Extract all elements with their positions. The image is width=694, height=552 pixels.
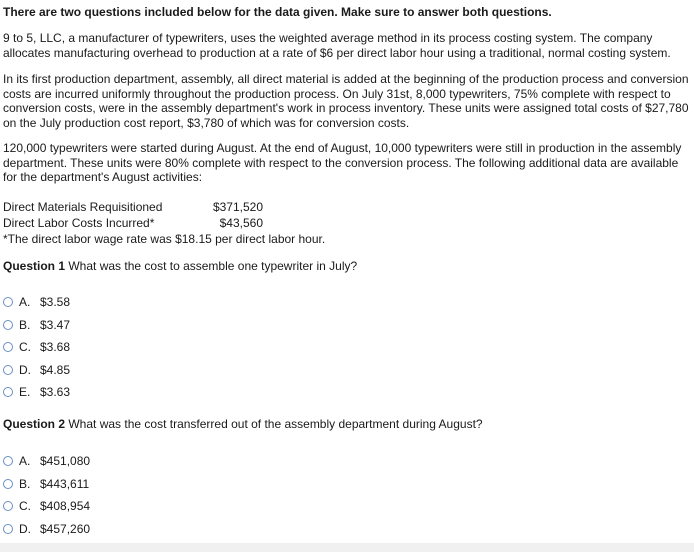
option-letter: D. <box>19 362 31 377</box>
radio-button-icon[interactable] <box>3 479 13 489</box>
data-table <box>3 199 303 231</box>
table-row-label: Direct Labor Costs Incurred* <box>3 216 155 230</box>
option-letter: D. <box>19 521 31 536</box>
radio-button-icon[interactable] <box>3 456 13 466</box>
option-value: $3.68 <box>40 340 71 355</box>
table-row <box>3 215 303 231</box>
table-row <box>3 199 303 215</box>
q1-option-c[interactable] <box>3 336 70 359</box>
paragraph-august: 120,000 typewriters were started during August. At the end of August, 10,000 typewriters were still in production in the assembly department. These units were 80% complete with respect to the conversion process. The following additional data are available for the department's August activities: <box>3 141 682 185</box>
paragraph-assembly: In its first production department, assembly, all direct material is added at the beginning of the production process and conversion costs are incurred uniformly throughout the production process. On July 31st, 8,000 typewriters, 75% complete with respect to conversion costs, were in the assembly department's work in process inventory. These units were assigned total costs of $27,780 on the July production cost report, $3,780 of which was for conversion costs. <box>3 72 689 130</box>
footnote: *The direct labor wage rate was $18.15 per direct labor hour. <box>3 232 326 246</box>
question-1-text: What was the cost to assemble one typewriter in July? <box>68 259 358 273</box>
footer-band <box>0 543 694 552</box>
radio-button-icon[interactable] <box>3 320 13 330</box>
question-1-number: Question 1 <box>3 259 66 273</box>
radio-button-icon[interactable] <box>3 524 13 534</box>
paragraph-intro: 9 to 5, LLC, a manufacturer of typewriters, uses the weighted average method in its process costing system. The company allocates manufacturing overhead to production at a rate of $6 per direct labor hour using a traditional, normal costing system. <box>3 31 671 60</box>
radio-button-icon[interactable] <box>3 501 13 511</box>
option-letter: C. <box>19 499 31 514</box>
table-row-value: $371,520 <box>212 200 263 214</box>
question-2-options <box>3 450 90 540</box>
question-2 <box>3 417 483 431</box>
q1-option-e[interactable] <box>3 381 70 404</box>
option-value: $3.63 <box>40 385 71 400</box>
q2-option-d[interactable] <box>3 518 90 541</box>
option-letter: B. <box>19 317 31 332</box>
option-letter: B. <box>19 476 31 491</box>
q1-option-d[interactable] <box>3 359 70 382</box>
option-letter: A. <box>19 295 31 310</box>
option-letter: E. <box>19 385 31 400</box>
q1-option-a[interactable] <box>3 291 70 314</box>
option-value: $3.47 <box>40 317 71 332</box>
q2-option-b[interactable] <box>3 473 90 496</box>
radio-button-icon[interactable] <box>3 365 13 375</box>
question-1 <box>3 259 357 273</box>
radio-button-icon[interactable] <box>3 387 13 397</box>
option-value: $4.85 <box>40 362 71 377</box>
question-2-text: What was the cost transferred out of the assembly department during August? <box>68 417 483 431</box>
option-letter: A. <box>19 454 31 469</box>
q2-option-a[interactable] <box>3 450 90 473</box>
option-value: $443,611 <box>40 476 90 491</box>
question-2-number: Question 2 <box>3 417 66 431</box>
radio-button-icon[interactable] <box>3 297 13 307</box>
q1-option-b[interactable] <box>3 314 70 337</box>
option-value: $3.58 <box>40 295 71 310</box>
question-1-options <box>3 291 70 404</box>
instructions-header: There are two questions included below for the data given. Make sure to answer both questions. <box>3 5 552 19</box>
table-row-label: Direct Materials Requisitioned <box>3 200 163 214</box>
radio-button-icon[interactable] <box>3 342 13 352</box>
option-value: $451,080 <box>40 454 91 469</box>
option-letter: C. <box>19 340 31 355</box>
q2-option-c[interactable] <box>3 495 90 518</box>
option-value: $408,954 <box>40 499 91 514</box>
option-value: $457,260 <box>40 521 91 536</box>
table-row-value: $43,560 <box>219 216 263 230</box>
